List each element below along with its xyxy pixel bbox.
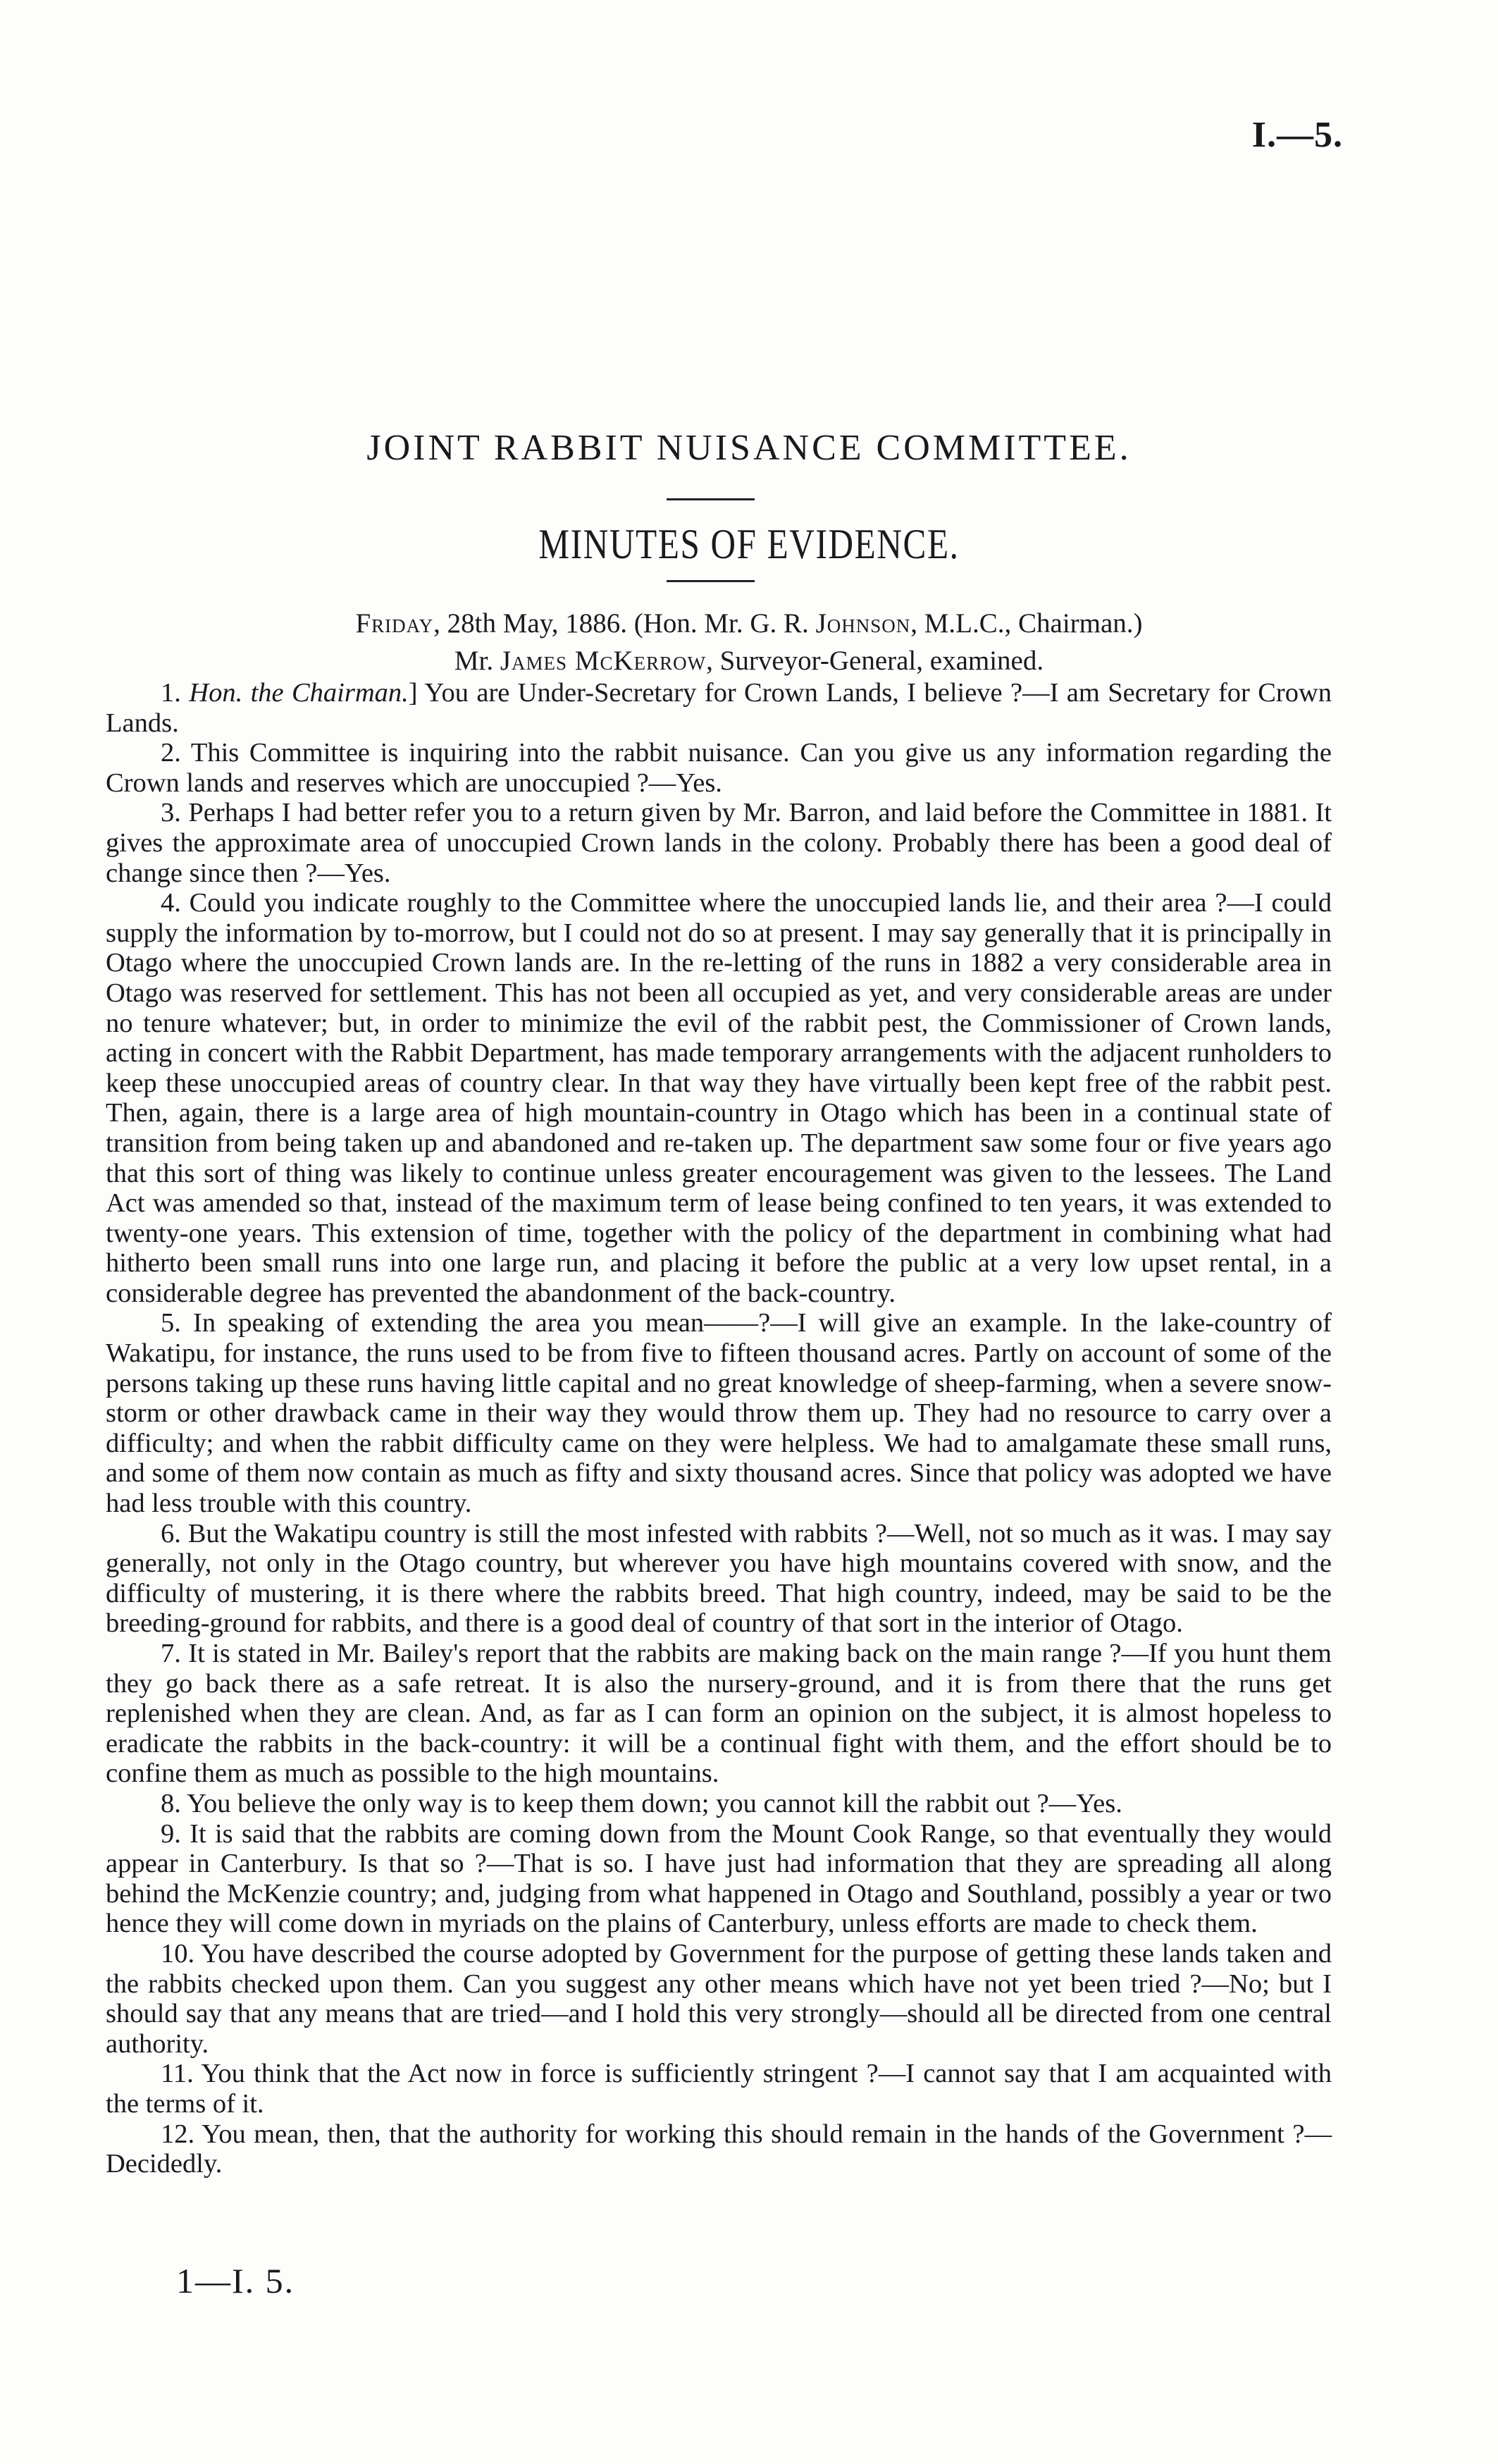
evidence-paragraph-5: 5. In speaking of extending the area you mean——?—I will give an example. In the lake-country of Wakatipu, for instance, the runs used to be from five to fifteen thousand acres. Partly on account of some of the persons taking up these runs having little capital and no great knowledge of sheep-farming, when a severe snow-storm or other drawback came in their way they would throw them up. They had no resource to carry over a difficulty; and when the rabbit difficulty came on they were helpless. We had to amalgamate these small runs, and some of them now contain as much as fifty and sixty thousand acres. Since that policy was adopted we have had less trouble with this country.	[106, 1308, 1332, 1519]
evidence-paragraph-4: 4. Could you indicate roughly to the Committee where the unoccupied lands lie, and their area ?—I could supply the information by to-morrow, but I could not do so at present. I may say generally that it is principally in Otago where the unoccupied Crown lands are. In the re-letting of the runs in 1882 a very considerable area in Otago was reserved for settlement. This has not been all occupied as yet, and very considerable areas are under no tenure whatever; but, in order to minimize the evil of the rabbit pest, the Commissioner of Crown lands, acting in concert with the Rabbit Department, has made temporary arrangements with the adjacent runholders to keep these unoccupied areas of country clear. In that way they have virtually been kept free of the rabbit pest. Then, again, there is a large area of high mountain-country in Otago which has been in a continual state of transition from being taken up and abandoned and re-taken up. The department saw some four or five years ago that this sort of thing was likely to continue unless greater encouragement was given to the lessees. The Land Act was amended so that, instead of the maximum term of lease being confined to ten years, it was extended to twenty-one years. This extension of time, together with the policy of the department in combining what had hitherto been small runs into one large run, and placing it before the public at a very low upset rental, in a considerable degree has prevented the abandonment of the back-country.	[106, 888, 1332, 1308]
evidence-paragraph-10: 10. You have described the course adopted by Government for the purpose of getting these lands taken and the rabbits checked upon them. Can you suggest any other means which have not yet been tried ?—No; but I should say that any means that are tried—and I hold this very strongly—should all be directed from one central authority.	[106, 1938, 1332, 2059]
witness-line	[0, 645, 1498, 677]
evidence-paragraph-11: 11. You think that the Act now in force is sufficiently stringent ?—I cannot say that I am acquainted with the terms of it.	[106, 2059, 1332, 2119]
evidence-paragraph-1: 1. Hon. the Chairman.] You are Under-Secretary for Crown Lands, I believe ?—I am Secretary for Crown Lands.	[106, 678, 1332, 738]
paragraph-text: ] You are Under-Secretary for Crown Lands, I believe ?—I am Secretary for Crown Lands.	[106, 678, 1332, 738]
evidence-paragraph-8: 8. You believe the only way is to keep them down; you cannot kill the rabbit out ?—Yes.	[161, 1788, 1122, 1818]
title-divider-top	[667, 498, 755, 500]
witness-prefix: Mr.	[454, 646, 500, 676]
section-title: MINUTES OF EVIDENCE.	[538, 521, 960, 567]
chairman-prefix: Hon. the Chairman.	[189, 678, 409, 708]
evidence-paragraph-2: 2. This Committee is inquiring into the rabbit nuisance. Can you give us any information regarding the Crown lands and reserves which are unoccupied ?—Yes.	[106, 738, 1332, 798]
page-reference: I.—5.	[1251, 115, 1343, 155]
evidence-body	[106, 678, 1332, 2179]
sitting-day: Friday	[355, 608, 434, 639]
sitting-role: , M.L.C., Chairman.)	[910, 608, 1143, 639]
evidence-paragraph-6: 6. But the Wakatipu country is still the most infested with rabbits ?—Well, not so much as it was. I may say generally, not only in the Otago country, but wherever you have high mountains covered with snow, and the difficulty of mustering, it is there where the rabbits breed. That high country, indeed, may be said to be the breeding-ground for rabbits, and there is a good deal of country of that sort in the interior of Otago.	[106, 1518, 1332, 1639]
evidence-paragraph-3: 3. Perhaps I had better refer you to a return given by Mr. Barron, and laid before the Committee in 1881. It gives the approximate area of unoccupied Crown lands in the colony. Probably there has been a good deal of change since then ?—Yes.	[106, 798, 1332, 888]
footer-signature: 1—I. 5.	[176, 2261, 295, 2300]
title-divider-bottom	[667, 580, 755, 582]
witness-suffix: , Surveyor-General, examined.	[706, 646, 1044, 676]
evidence-paragraph-9: 9. It is said that the rabbits are coming down from the Mount Cook Range, so that eventually they would appear in Canterbury. Is that so ?—That is so. I have just had information that they are spreading all along behind the McKenzie country; and, judging from what happened in Otago and Southland, possibly a year or two hence they will come down in myriads on the plains of Canterbury, unless efforts are made to check them.	[106, 1818, 1332, 1939]
evidence-paragraph-12: 12. You mean, then, that the authority for working this should remain in the hands of the Government ?—Decidedly.	[106, 2119, 1332, 2179]
sitting-chairman: Johnson	[815, 608, 911, 639]
witness-name: James McKerrow	[500, 646, 707, 676]
sitting-line	[0, 608, 1498, 639]
evidence-paragraph-7: 7. It is stated in Mr. Bailey's report that the rabbits are making back on the main range ?—If you hunt them they go back there as a safe retreat. It is also the nursery-ground, and it is from there that the runs get replenished when they are clean. And, as far as I can form an opinion on the subject, it is almost hopeless to eradicate the rabbits in the back-country: it will be a continual fight with them, and the effort should be to confine them as much as possible to the high mountains.	[106, 1639, 1332, 1789]
committee-title: JOINT RABBIT NUISANCE COMMITTEE.	[366, 428, 1132, 468]
sitting-date: , 28th May, 1886. (Hon. Mr. G. R.	[433, 608, 816, 639]
